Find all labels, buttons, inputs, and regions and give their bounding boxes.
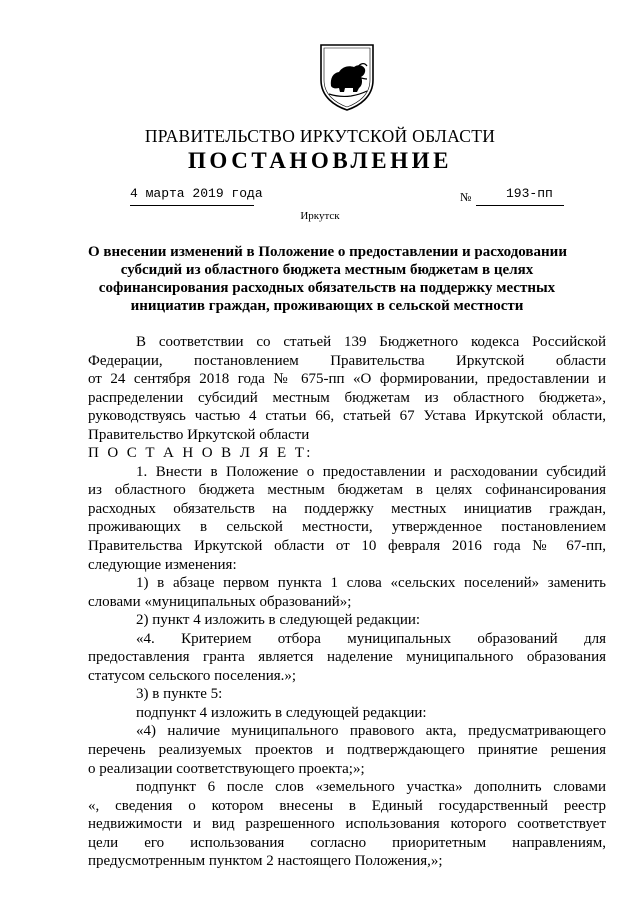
body-line: подпункт 6 после слов «земельного участка» дополнить словами	[136, 779, 606, 796]
body-line: следующие изменения:	[88, 556, 237, 573]
document-number: 193-пп	[506, 186, 553, 201]
title-line: О внесении изменений в Положение о предоставлении и расходовании	[88, 244, 567, 260]
body-line: «4. Критерием отбора муниципальных образований для	[136, 630, 606, 647]
body-line: «4) наличие муниципального правового акта, предусматривающего	[136, 723, 606, 740]
body-line: 2) пункт 4 изложить в следующей редакции:	[136, 612, 421, 629]
body-line: «, сведения о котором внесены в Единый государственный реестр	[88, 797, 606, 814]
body-line: В соответствии со статьей 139 Бюджетного кодекса Российской	[136, 334, 606, 350]
body-line: Правительство Иркутской области	[88, 426, 310, 443]
body-line: перечень реализуемых проектов и подтверждающего принятие решения	[88, 742, 606, 759]
body-line: проживающих в сельской местности, утвержденное постановлением	[88, 519, 606, 536]
city: Иркутск	[300, 210, 340, 222]
body-line: недвижимости и вид разрешенного использования которого соответствует	[88, 816, 606, 833]
body-line: статусом сельского поселения.»;	[88, 667, 297, 684]
number-sign: №	[460, 190, 472, 204]
body-line: распределении субсидий местным бюджетам из областного бюджета»,	[88, 389, 606, 406]
body-line: цели его использования согласно приоритетным направлениям,	[88, 834, 606, 851]
title-line: софинансирования расходных обязательств на поддержку местных	[98, 280, 556, 296]
document-body	[88, 333, 606, 871]
body-line: 1. Внести в Положение о предоставлении и расходовании субсидий	[136, 463, 606, 480]
body-line: Правительства Иркутской области от 10 февраля 2016 года № 67-пп,	[88, 538, 606, 555]
body-line-decree: П О С Т А Н О В Л Я Е Т:	[88, 445, 313, 462]
document-type: ПОСТАНОВЛЕНИЕ	[187, 148, 453, 173]
body-line: о реализации соответствующего проекта;»;	[88, 760, 365, 777]
body-line: предоставления гранта является наделение муниципального образования	[88, 649, 606, 666]
body-line: 1) в абзаце первом пункта 1 слова «сельских поселений» заменить	[136, 575, 606, 592]
body-line: подпункт 4 изложить в следующей редакции:	[136, 704, 427, 721]
body-line: от 24 сентября 2018 года № 675-пп «О формировании, предоставлении и	[88, 371, 606, 388]
body-line: словами «муниципальных образований»;	[88, 593, 352, 610]
coat-of-arms-icon	[317, 42, 377, 112]
title-line: инициатив граждан, проживающих в сельской местности	[130, 298, 524, 314]
document-title	[88, 243, 566, 315]
government-name: ПРАВИТЕЛЬСТВО ИРКУТСКОЙ ОБЛАСТИ	[144, 126, 496, 146]
title-line: субсидий из областного бюджета местным бюджетам в целях	[120, 262, 534, 278]
body-line: из областного бюджета местным бюджетам в целях софинансирования	[88, 482, 606, 499]
date-underline	[130, 205, 254, 206]
body-line: предусмотренным пунктом 2 настоящего Положения,»;	[88, 853, 443, 870]
body-line: руководствуясь частью 4 статьи 66, статьей 67 Устава Иркутской области,	[88, 408, 606, 425]
body-line: Федерации, постановлением Правительства Иркутской области	[88, 352, 606, 369]
body-line: 3) в пункте 5:	[136, 686, 223, 703]
number-underline	[476, 205, 564, 206]
document-date: 4 марта 2019 года	[130, 186, 263, 201]
body-line: расходных обязательств на поддержку местных инициатив граждан,	[88, 500, 606, 517]
